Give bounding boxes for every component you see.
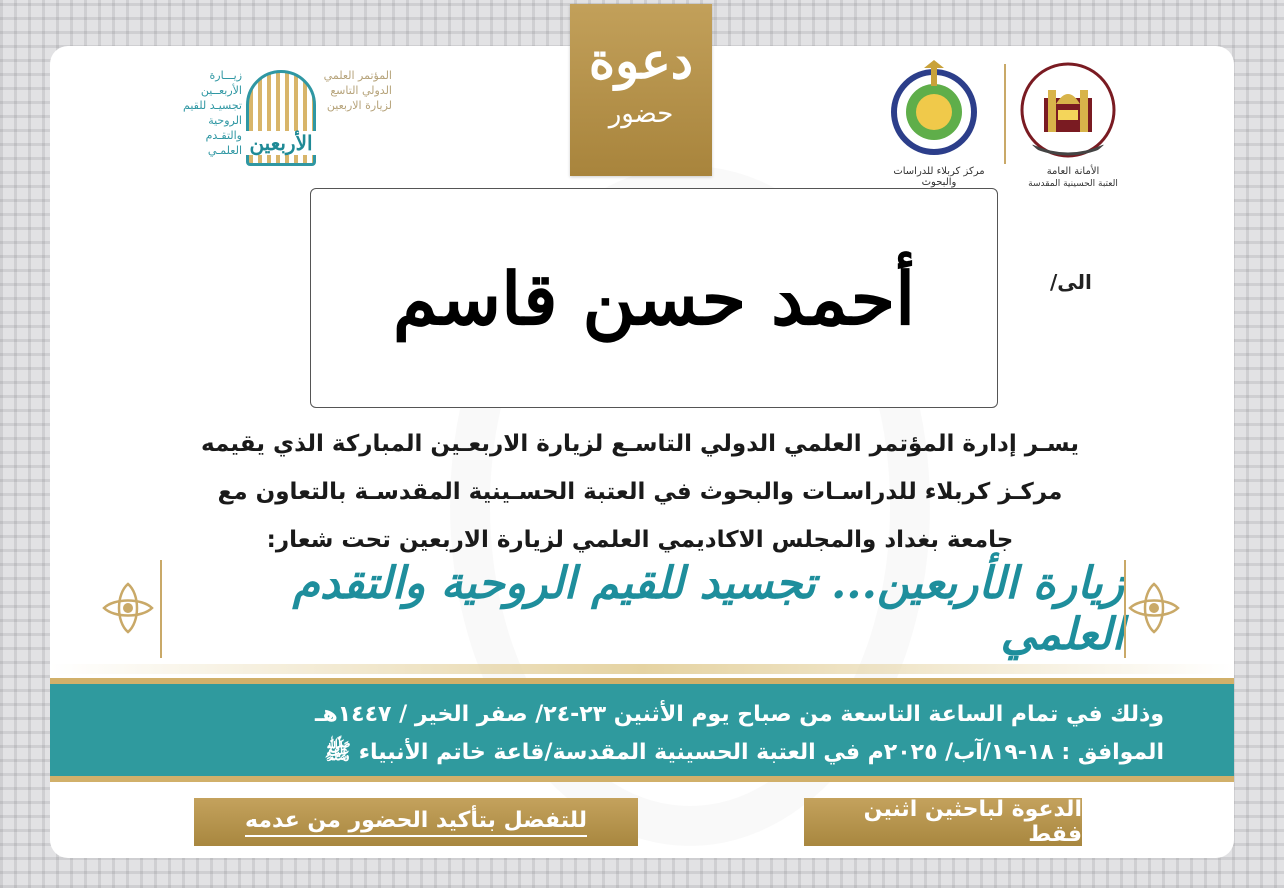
badge-word-attendance: حضور: [608, 99, 674, 129]
arbaeen-conference-logo: [170, 64, 390, 174]
confirm-attendance-pill: [194, 798, 638, 846]
research-center-seal-icon: [884, 60, 984, 160]
karbala-center-logo: [884, 60, 994, 188]
conference-slogan: زيارة الأربعين... تجسيد للقيم الروحية والتقدم العلمي: [292, 558, 1124, 660]
arbaeen-emblem-text: الأربعين: [243, 131, 319, 155]
gold-stripe: [50, 664, 1234, 674]
body-line-2: مركـز كربلاء للدراسـات والبحوث في العتبة الحسـينية المقدسـة بالتعاون مع: [217, 479, 1063, 505]
recipient-name: أحمد حسن قاسم: [392, 255, 916, 341]
body-line-3: جامعة بغداد والمجلس الاكاديمي العلمي لزيارة الاربعين تحت شعار:: [266, 527, 1014, 553]
arbaeen-logo-conference: المؤتمر العلمي الدولي التاسع لزيارة الاربعين: [323, 69, 392, 112]
shrine-seal-icon: [1018, 60, 1118, 160]
arbaeen-emblem-icon: [246, 70, 316, 166]
date-band: [50, 678, 1234, 782]
invitation-body: [100, 420, 1180, 564]
invitation-badge: [570, 4, 712, 176]
arbaeen-logo-slogan: زيـــارة الأربعــين تجسيـد للقيم الروحية والتقـدم العلمـي: [183, 69, 242, 157]
secretariat-logo: [1018, 60, 1128, 189]
right-ornament-icon: [1126, 580, 1182, 636]
secretariat-caption-top: الأمانة العامة: [1046, 166, 1100, 177]
date-line-2: الموافق : ١٨-١٩/آب/ ٢٠٢٥م في العتبة الحسينية المقدسة/قاعة خاتم الأنبياء ﷺ: [324, 740, 1164, 765]
karbala-center-caption: مركز كربلاء للدراسات والبحوث: [893, 166, 985, 188]
slogan-row: [100, 560, 1184, 658]
left-ornament-icon: [100, 580, 156, 636]
date-line-1: وذلك في تمام الساعة التاسعة من صباح يوم الأثنين ٢٣-٢٤/ صفر الخير / ١٤٤٧هـ: [314, 702, 1164, 727]
recipient-label: الى/: [1050, 270, 1092, 294]
two-researchers-pill: [804, 798, 1082, 846]
secretariat-caption-mid: العتبة الحسينية المقدسة: [1028, 179, 1118, 189]
badge-word-invitation: دعوة: [588, 31, 694, 90]
logo-divider: [1004, 64, 1006, 164]
recipient-name-box: [310, 188, 998, 408]
confirm-attendance-text: للتفضل بتأكيد الحضور من عدمه: [245, 808, 587, 837]
body-line-1: يسـر إدارة المؤتمر العلمي الدولي التاسـع لزيارة الاربعـين المباركة الذي يقيمه: [201, 431, 1079, 457]
two-researchers-text: الدعوة لباحثين اثنين فقط: [863, 797, 1082, 847]
